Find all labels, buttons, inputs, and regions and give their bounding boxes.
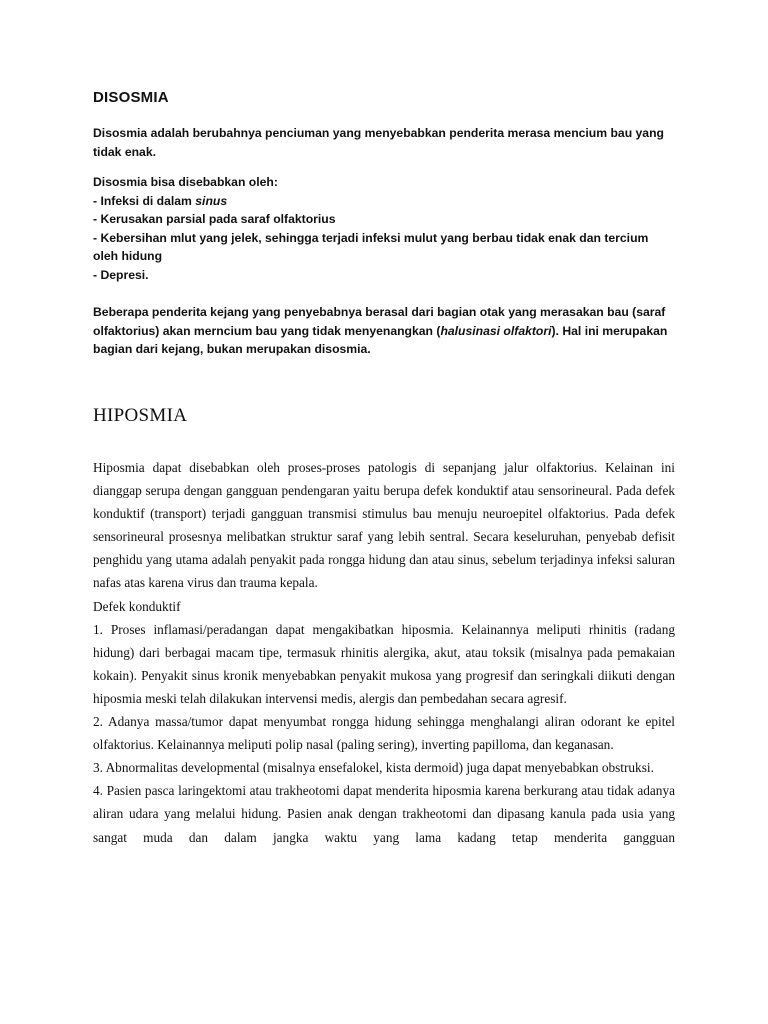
hiposmia-item-1: 1. Proses inflamasi/peradangan dapat mengakibatkan hiposmia. Kelainannya meliputi rhinitis (radang hidung) dari berbagai macam tipe, termasuk rhinitis alergika, akut, atau toksik (misalnya pada pemakaian kokain). Penyakit sinus kronik menyebabkan penyakit mukosa yang progresif dan seringkali diikuti dengan hiposmia meski telah dilakukan intervensi medis, alergis dan pembedahan secara agresif. [93,621,675,706]
disosmia-causes-list [93,173,675,284]
disosmia-note-part1: Beberapa penderita kejang yang penyebabnya berasal dari bagian otak yang merasakan bau (saraf olfaktorius) akan merncium bau yang tidak menyenangkan ( [93,305,666,338]
disosmia-note-italic: halusinasi olfaktori [440,323,552,338]
hiposmia-body [93,456,675,849]
disosmia-cause-2: - Kerusakan parsial pada saraf olfaktorius [93,212,336,226]
hiposmia-item-4: 4. Pasien pasca laringektomi atau trakheotomi dapat menderita hiposmia karena berkurang atau tidak adanya aliran udara yang melalui hidung. Pasien anak dengan trakheotomi dan dipasang kanula pada usia yang sangat muda dan dalam jangka waktu yang lama kadang tetap menderita gangguan [93,783,675,845]
disosmia-cause-1 [93,192,675,211]
disosmia-cause-3: - Kebersihan mlut yang jelek, sehingga terjadi infeksi mulut yang berbau tidak enak dan tercium oleh hidung [93,230,649,263]
hiposmia-intro-paragraph: Hiposmia dapat disebabkan oleh proses-proses patologis di sepanjang jalur olfaktorius. Kelainan ini dianggap serupa dengan gangguan pendengaran yaitu berupa defek konduktif atau sensorineural. Pada defek konduktif (transport) terjadi gangguan transmisi stimulus bau menuju neuroepitel olfaktorius. Pada defek sensorineural prosesnya melibatkan struktur saraf yang lebih sentral. Secara keseluruhan, penyebab defisit penghidu yang utama adalah penyakit pada rongga hidung dan atau sinus, sebelum terjadinya infeksi saluran nafas atas karena virus dan trauma kepala. [93,460,675,591]
hiposmia-item-2: 2. Adanya massa/tumor dapat menyumbat rongga hidung sehingga menghalangi aliran odorant ke epitel olfaktorius. Kelainannya meliputi polip nasal (paling sering), inverting papilloma, dan keganasan. [93,714,675,753]
disosmia-cause-4: - Depresi. [93,267,149,282]
disosmia-note [93,303,675,359]
disosmia-heading: DISOSMIA [93,89,169,106]
hiposmia-heading: HIPOSMIA [93,405,188,426]
disosmia-definition: Disosmia adalah berubahnya penciuman yang menyebabkan penderita merasa mencium bau yang tidak enak. [93,126,664,159]
disosmia-causes-intro: Disosmia bisa disebabkan oleh: [93,175,278,189]
disosmia-note-part2: ). Hal ini merupakan bagian dari kejang, bukan merupakan disosmia. [93,323,668,356]
disosmia-cause-1-italic: sinus [195,193,228,208]
hiposmia-subheading: Defek konduktif [93,598,181,614]
hiposmia-item-3: 3. Abnormalitas developmental (misalnya ensefalokel, kista dermoid) juga dapat menyebabkan obstruksi. [93,760,654,776]
disosmia-cause-1-text: - Infeksi di dalam [93,193,196,208]
